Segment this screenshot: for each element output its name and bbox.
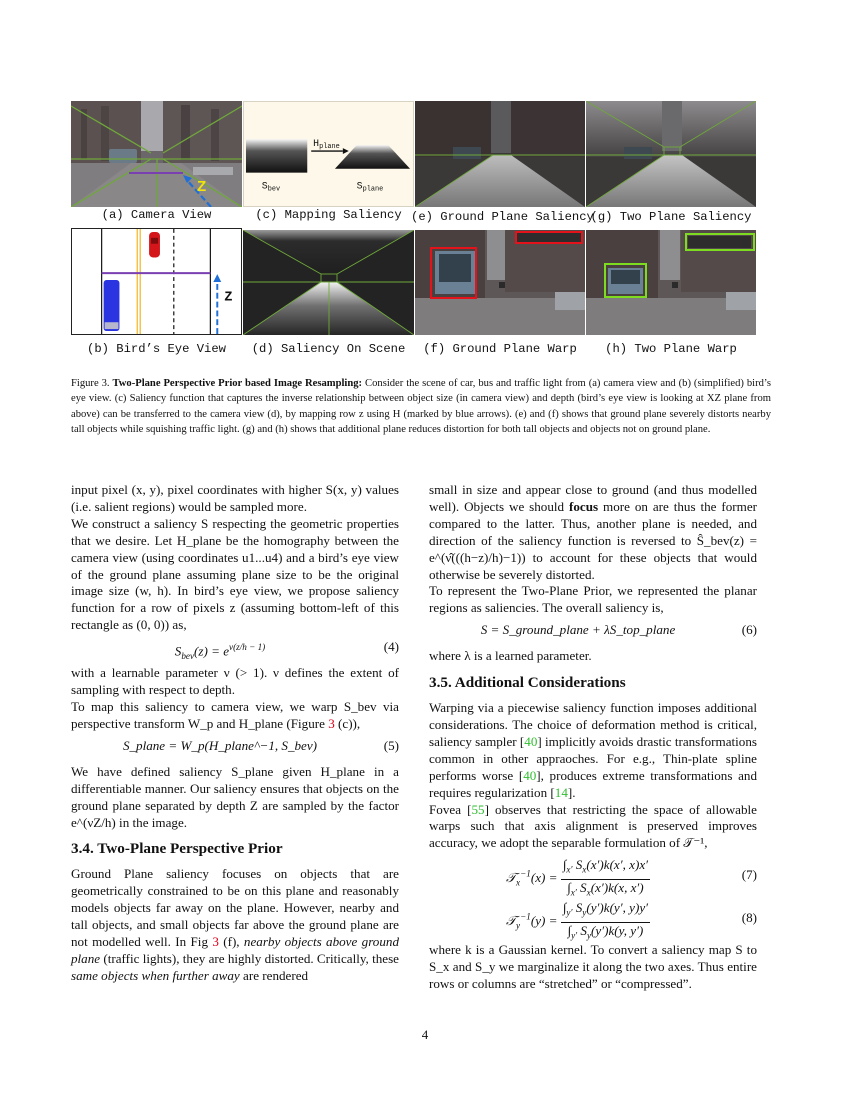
citation-link[interactable]: 55 (471, 801, 485, 817)
equation-5: S_plane = W_p(H_plane^−1, S_bev) (5) (122, 737, 399, 753)
figure-reference-link[interactable]: 3 (328, 715, 335, 731)
birds-eye-view-diagram (71, 228, 242, 335)
subcaption-c: (c) Mapping Saliency (255, 208, 402, 222)
car-icon (149, 232, 160, 258)
equation-8: 𝒯$_y^{-1}$(y) = $\frac{\int_{y'} S_y(y')k(y', y)y'}{\int_{y'} S_y(y')k(y, y')}$ (8) (505, 900, 757, 941)
figure-row-2 (71, 228, 756, 363)
mapping-saliency-diagram (243, 101, 414, 207)
depth-z-label: Z (197, 178, 207, 195)
paragraph: where k is a Gaussian kernel. To convert a saliency map S to S_x and S_y we marginalize it along the two axes. Thus entire rows or columns are “stretched” or “compressed”. (429, 942, 757, 992)
svg-text:Hplane: $H_{plane}$ (313, 138, 340, 152)
paragraph: We construct a saliency S respecting the geometric properties that we desire. Let H_plane be the homography between the camera view (using coordinates u1...u4) and a bird’s eye view of the ground plane assuming plane size to be the original image size (w, h). In bird’s eye view, we propose saliency function for a row of pixels z (assuming bottom-left of this rectangle as (0, 0)) as, (71, 515, 399, 633)
figure-row-1 (71, 101, 756, 231)
caption-title: Two-Plane Perspective Prior based Image Resampling: (112, 378, 363, 389)
two-plane-warp-image (586, 230, 756, 335)
subcaption-a: (a) Camera View (101, 208, 212, 222)
caption-body: Consider the scene of car, bus and traffic light from (a) camera view and (b) (simplified) bird’s eye view. (c) Saliency function that captures the inverse relationship between object size (in camera view) and depth (bird’s eye view is looking at XZ plane from above) can be transferred to the camera view (d), by mapping row z using H (marked by blue arrows). (e) and (f) shows that ground plane severely distorts nearby tall objects while squishing traffic light. (g) and (h) shows that additional plane reduces distortion for both tall objects and objects not on ground plane. (71, 378, 771, 435)
section-heading-3-5: 3.5. Additional Considerations (429, 674, 626, 692)
svg-text:Sbev: $S_{bev}$ (261, 180, 281, 194)
svg-text:Splane: $S_{plane}$ (356, 180, 384, 194)
figure-caption (71, 376, 771, 437)
figure-reference-link[interactable]: 3 (212, 933, 219, 949)
paragraph: To map this saliency to camera view, we warp S_bev via perspective transform W_p and H_plane (Figure 3 (c)), (71, 698, 399, 731)
paragraph: To represent the Two-Plane Prior, we represented the planar regions as saliencies. The overall saliency is, (429, 583, 757, 616)
equation-4: $S_{bev}(z) = e^{\nu(z/h - 1)}$ (4) (174, 639, 399, 662)
subcaption-f: (f) Ground Plane Warp (423, 342, 577, 356)
subcaption-d: (d) Saliency On Scene (251, 342, 406, 356)
camera-view-image (71, 101, 242, 207)
equation-number: (7) (741, 867, 757, 883)
subcaption-g: (g) Two Plane Saliency (590, 210, 752, 224)
paragraph: where λ is a learned parameter. (429, 648, 592, 664)
left-column (71, 482, 399, 985)
equation-number: (6) (741, 622, 757, 638)
equation-6: S = S_ground_plane + λS_top_plane (6) (480, 622, 757, 638)
citation-link[interactable]: 14 (554, 784, 568, 800)
paragraph: Fovea [55] observes that restricting the space of allowable warps such that axis alignment is preserved improves accuracy, we adopt the separable formulation of 𝒯⁻¹, (429, 801, 757, 851)
ground-plane-warp-image (415, 230, 585, 335)
right-column (429, 482, 757, 993)
subcaption-b: (b) Bird’s Eye View (87, 342, 226, 356)
section-heading-3-4: 3.4. Two-Plane Perspective Prior (71, 840, 283, 858)
two-plane-saliency-image (586, 101, 756, 207)
equation-number: (5) (383, 737, 399, 753)
saliency-on-scene-image (243, 230, 414, 335)
subcaption-h: (h) Two Plane Warp (605, 342, 737, 356)
ground-plane-saliency-image (415, 101, 585, 207)
citation-link[interactable]: 40 (523, 767, 537, 783)
paragraph: We have defined saliency S_plane given H_plane in a differentiable manner. Our saliency ensures that objects on the ground plane separated by depth Z are sampled by the factor e^(νZ/h) in the image. (71, 763, 399, 830)
paragraph: input pixel (x, y), pixel coordinates with higher S(x, y) values (i.e. salient regions) would be sampled more. (71, 482, 399, 514)
svg-text:Z: Z (224, 290, 233, 306)
equation-7: 𝒯$_x^{-1}$(x) = $\frac{\int_{x'} S_x(x')k(x', x)x'}{\int_{x'} S_x(x')k(x, x')}$ (7) (505, 857, 757, 898)
figure-number: Figure 3. (71, 378, 110, 389)
paragraph: Warping via a piecewise saliency function imposes additional considerations. The choice of deformation method is critical, saliency sampler [40] implicitly avoids drastic transformations common in other appraoches. For e.g., Thin-plate spline performs worse [40], produces extreme transformations and requires regularization [14]. (429, 700, 757, 800)
paragraph: small in size and appear close to ground (and thus modelled well). Objects we should focus more on are thus the former compared to the latter. Thus, another plane is needed, and direction of the saliency function is reversed to Ŝ_bev(z) = e^(ν̂(((h−z)/h)−1)) to account for these objects that would otherwise be severely distorted. (429, 482, 757, 582)
subcaption-e: (e) Ground Plane Saliency (411, 210, 594, 224)
page-number: 4 (421, 1027, 429, 1042)
equation-number: (4) (383, 639, 399, 655)
paragraph: with a learnable parameter ν (> 1). ν defines the extent of sampling with respect to depth. (71, 665, 399, 698)
paragraph: Ground Plane saliency focuses on objects that are geometrically constrained to be on this plane and reasonably models objects far away on the plane. However, nearby and tall objects, and small objects far above the ground plane are not modelled well. In Fig 3 (f), nearby objects above ground plane (traffic lights), they are highly distorted. Critically, these same objects when further away are rendered (71, 866, 399, 983)
citation-link[interactable]: 40 (524, 733, 538, 749)
equation-number: (8) (741, 910, 757, 926)
